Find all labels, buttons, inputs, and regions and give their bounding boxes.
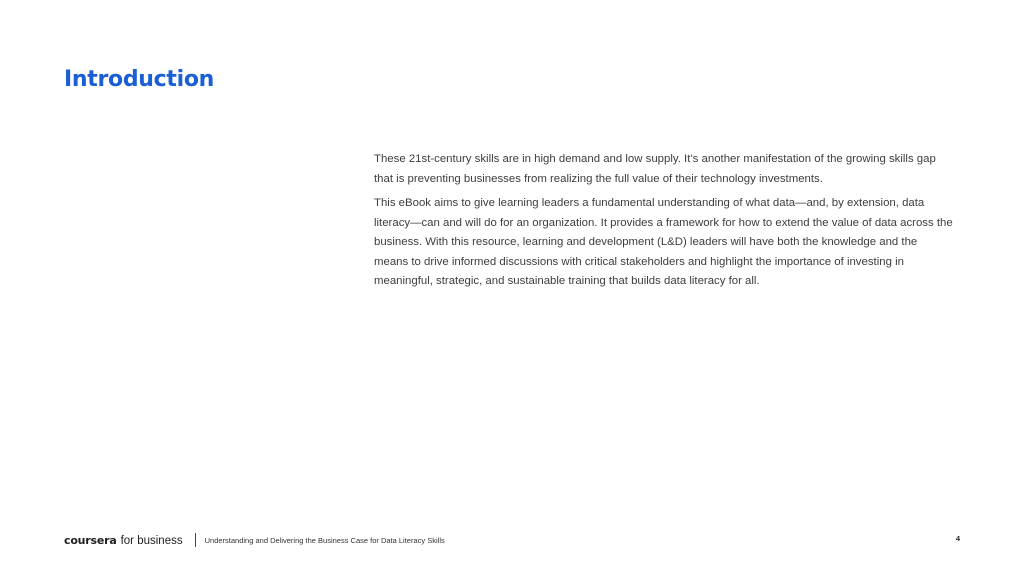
page-number: 4: [955, 534, 960, 543]
coursera-logo: [64, 534, 183, 547]
logo-tagline: for business: [120, 534, 183, 547]
paragraph-1: These 21st-century skills are in high demand and low supply. It’s another manifestation of the growing skills gap that is preventing businesses from realizing the full value of their technology investments.: [374, 153, 936, 185]
paragraph-2: This eBook aims to give learning leaders a fundamental understanding of what data—and, by extension, data literacy—can and will do for an organization. It provides a framework for how to extend the value of data across the business. With this resource, learning and development (L&D) leaders will have both the knowledge and the means to drive informed discussions with critical stakeholders and highlight the importance of investing in meaningful, strategic, and sustainable training that builds data literacy for all.: [374, 197, 953, 287]
footer: [64, 531, 960, 549]
logo-wordmark: coursera: [64, 533, 117, 547]
body-text: [374, 150, 954, 297]
page-title: Introduction: [64, 67, 215, 92]
footer-document-title: Understanding and Delivering the Business Case for Data Literacy Skills: [204, 535, 445, 545]
footer-divider: [195, 533, 196, 547]
